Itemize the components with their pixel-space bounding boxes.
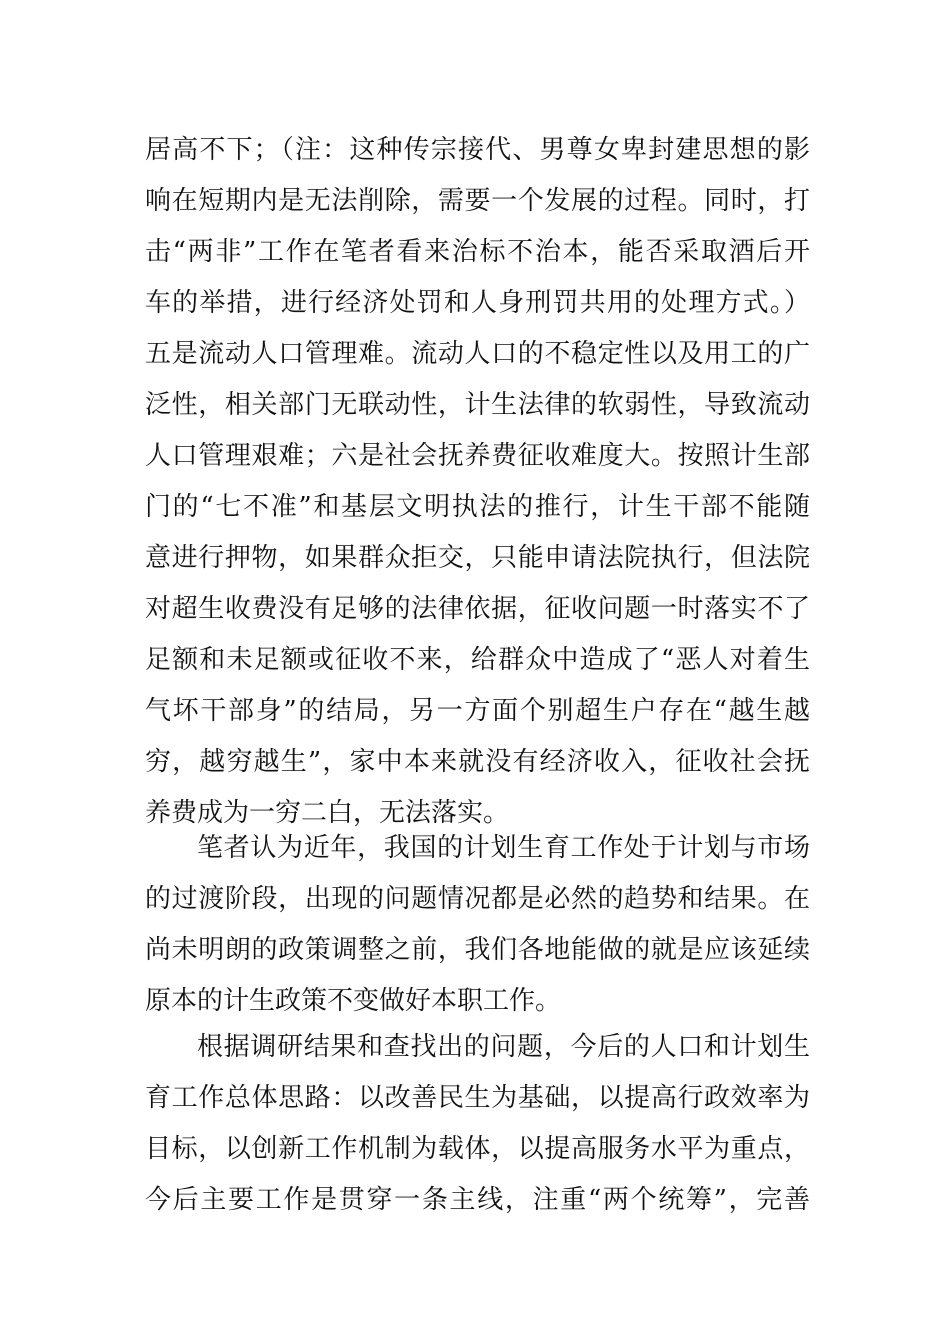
text-line: 的过渡阶段，出现的问题情况都是必然的趋势和结果。在 — [145, 884, 810, 914]
text-line: 意进行押物，如果群众拒交，只能申请法院执行，但法院 — [145, 543, 810, 573]
text-line: 对超生收费没有足够的法律依据，征收问题一时落实不了 — [145, 594, 810, 624]
text-line: 尚未明朗的政策调整之前，我们各地能做的就是应该延续 — [145, 935, 810, 965]
text-line: 原本的计生政策不变做好本职工作。 — [145, 986, 562, 1016]
text-line: 足额和未足额或征收不来，给群众中造成了“恶人对着生 — [145, 645, 810, 675]
text-line: 车的举措，进行经济处罚和人身刑罚共用的处理方式。） — [145, 288, 810, 318]
text-line: 门的“七不准”和基层文明执法的推行，计生干部不能随 — [145, 492, 810, 522]
text-line: 击“两非”工作在笔者看来治标不治本，能否采取酒后开 — [145, 237, 810, 267]
paragraph-1 — [145, 125, 810, 839]
text-line: 笔者认为近年，我国的计划生育工作处于计划与市场 — [197, 833, 810, 863]
text-line: 居高不下；（注：这种传宗接代、男尊女卑封建思想的影 — [145, 135, 810, 165]
text-line: 穷，越穷越生”，家中本来就没有经济收入，征收社会抚 — [145, 747, 810, 777]
paragraph-3 — [145, 1022, 810, 1226]
text-line: 人口管理艰难；六是社会抚养费征收难度大。按照计生部 — [145, 441, 810, 471]
text-line: 气坏干部身”的结局，另一方面个别超生户存在“越生越 — [145, 696, 810, 726]
text-line: 今后主要工作是贯穿一条主线，注重“两个统筹”，完善 — [145, 1185, 810, 1215]
text-line: 根据调研结果和查找出的问题，今后的人口和计划生 — [197, 1032, 810, 1062]
text-line: 泛性，相关部门无联动性，计生法律的软弱性，导致流动 — [145, 390, 810, 420]
text-line: 响在短期内是无法削除，需要一个发展的过程。同时，打 — [145, 186, 810, 216]
text-line: 育工作总体思路：以改善民生为基础，以提高行政效率为 — [145, 1083, 810, 1113]
text-line: 五是流动人口管理难。流动人口的不稳定性以及用工的广 — [145, 339, 810, 369]
text-line: 目标，以创新工作机制为载体，以提高服务水平为重点， — [145, 1134, 810, 1164]
paragraph-2 — [145, 823, 810, 1027]
text-line: 养费成为一穷二白，无法落实。 — [145, 798, 510, 828]
